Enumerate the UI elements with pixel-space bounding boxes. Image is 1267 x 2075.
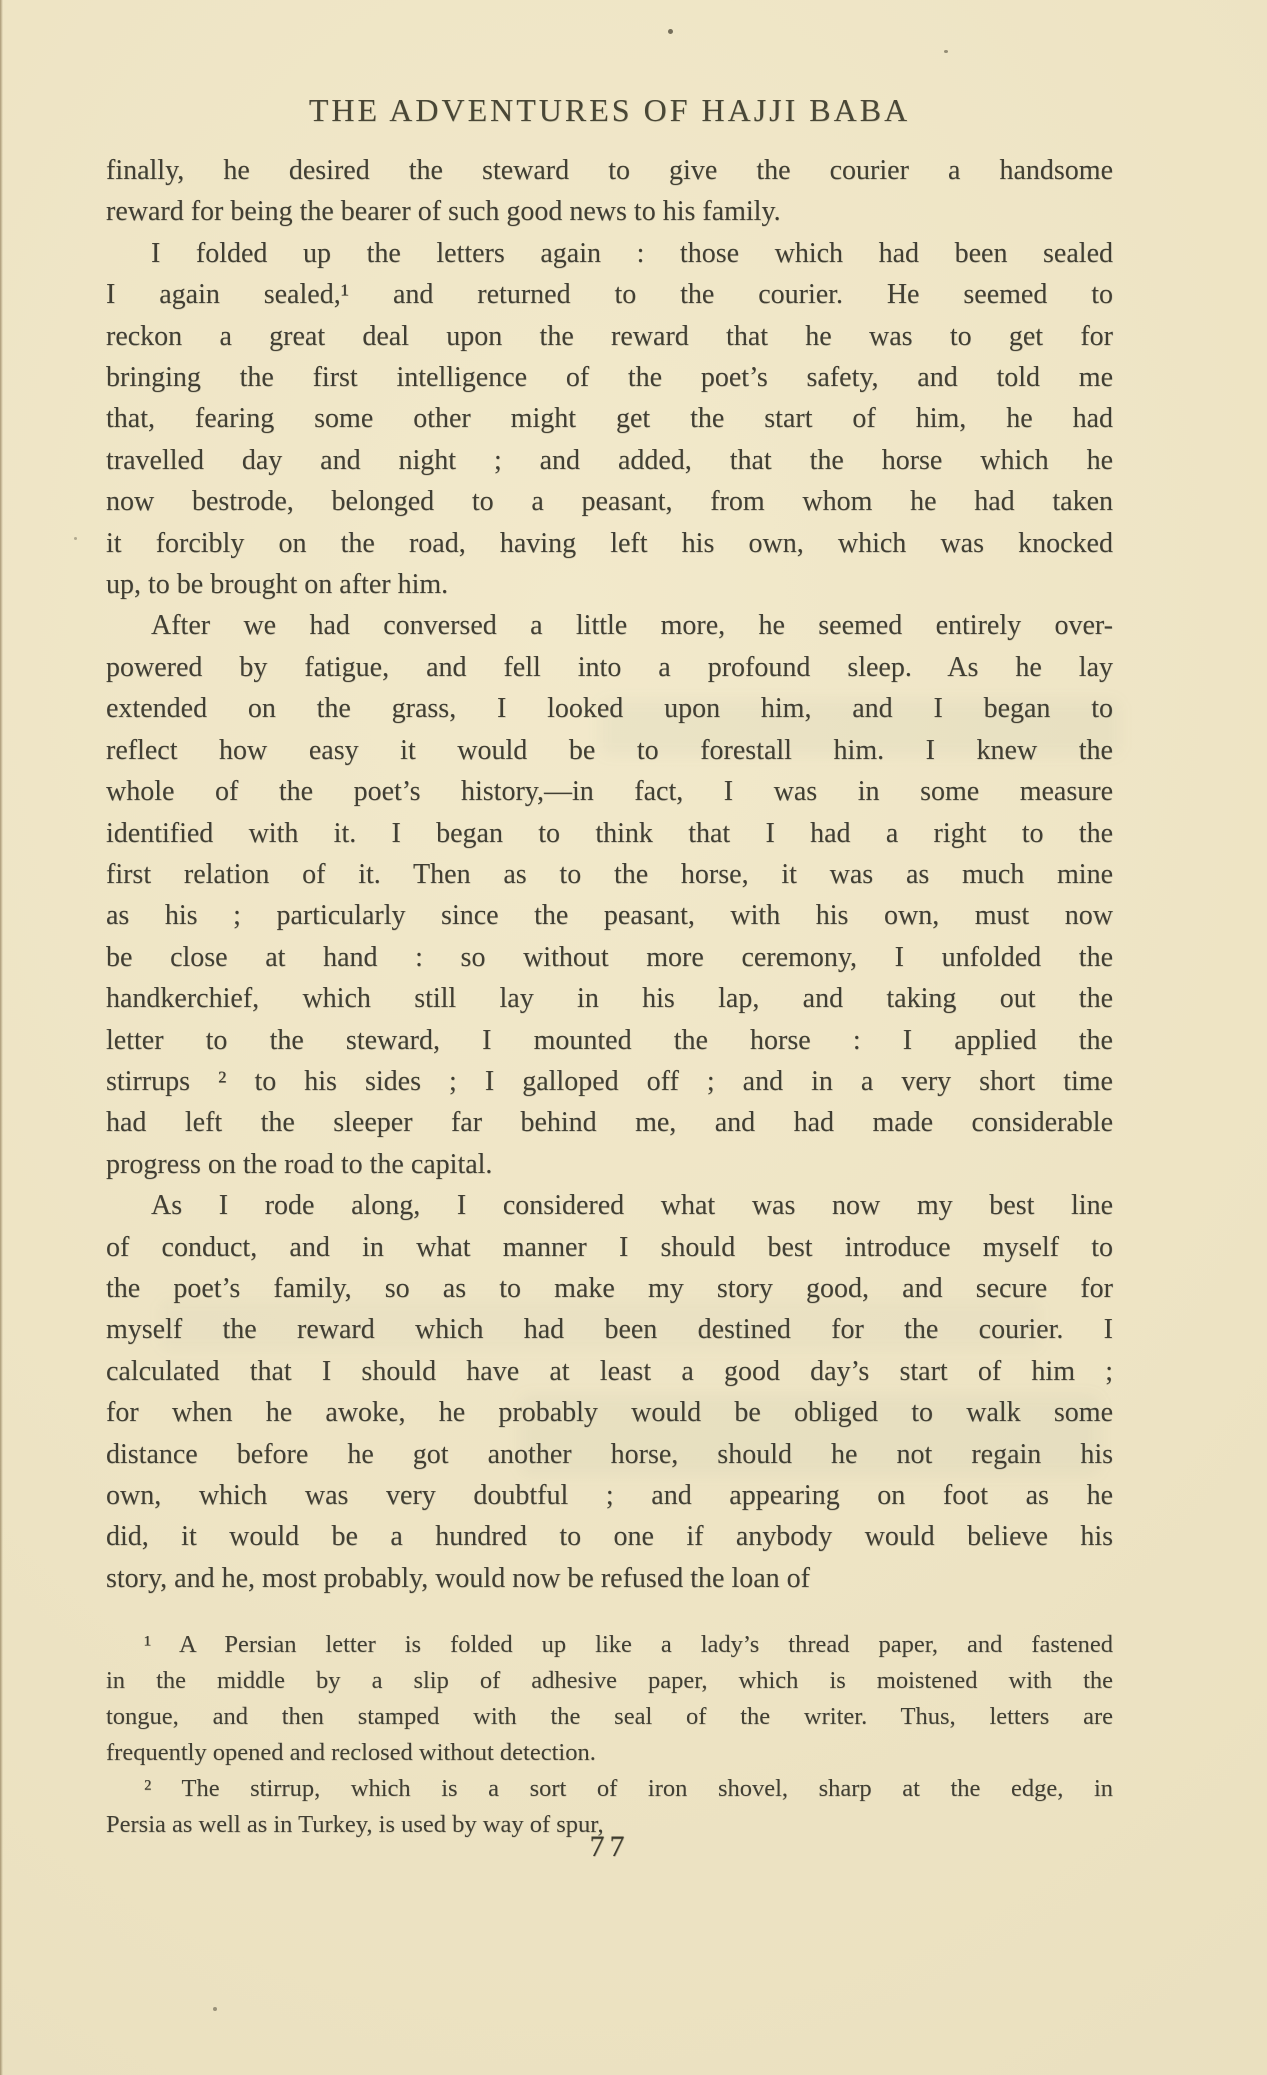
paragraph [106, 233, 1113, 606]
text-line: story, and he, most probably, would now be refused the loan of [106, 1562, 810, 1594]
text-line: As I rode along, I considered what was now my best line [151, 1190, 1113, 1222]
text-line: finally, he desired the steward to give the courier a handsome [106, 155, 1113, 186]
text-line: had left the sleeper far behind me, and had made considerable [106, 1107, 1113, 1139]
text-line: that, fearing some other might get the start of him, he had [106, 403, 1113, 435]
body-text [106, 150, 1113, 1599]
text-line: reward for being the bearer of such good news to his family. [106, 196, 781, 228]
footnote [106, 1627, 1113, 1771]
text-line: of conduct, and in what manner I should best introduce myself to [106, 1231, 1113, 1263]
text-line: ² The stirrup, which is a sort of iron shovel, sharp at the edge, in [144, 1775, 1113, 1802]
text-line: Persia as well as in Turkey, is used by way of spur, [106, 1811, 604, 1838]
text-line: ¹ A Persian letter is folded up like a lady’s thread paper, and fastened [144, 1631, 1113, 1658]
page-number: 77 [589, 1830, 630, 1863]
text-line: powered by fatigue, and fell into a profound sleep. As he lay [106, 651, 1113, 683]
text-line: reflect how easy it would be to forestall him. I knew the [106, 734, 1113, 766]
scan-left-edge [0, 0, 3, 2075]
text-line: I again sealed,¹ and returned to the courier. He seemed to [106, 279, 1113, 311]
running-header: THE ADVENTURES OF HAJJI BABA [308, 92, 911, 128]
text-line: frequently opened and reclosed without detection. [106, 1739, 596, 1766]
text-line: own, which was very doubtful ; and appearing on foot as he [106, 1480, 1113, 1511]
text-line: extended on the grass, I looked upon him, and I began to [106, 693, 1113, 725]
text-line: I folded up the letters again : those which had been sealed [151, 237, 1113, 269]
text-line: After we had conversed a little more, he seemed entirely over- [151, 610, 1113, 642]
text-line: first relation of it. Then as to the horse, it was as much mine [106, 858, 1113, 890]
text-line: handkerchief, which still lay in his lap, and taking out the [106, 983, 1113, 1015]
text-line: bringing the first intelligence of the poet’s safety, and told me [106, 362, 1113, 394]
text-line: the poet’s family, so as to make my story good, and secure for [106, 1272, 1113, 1304]
text-line: travelled day and night ; and added, that the horse which he [106, 444, 1113, 476]
text-line: whole of the poet’s history,—in fact, I was in some measure [106, 776, 1113, 808]
text-line: for when he awoke, he probably would be obliged to walk some [106, 1397, 1113, 1429]
scan-speck [668, 29, 673, 34]
scan-speck [213, 2007, 217, 2011]
scan-speck [944, 50, 948, 53]
text-line: as his ; particularly since the peasant, with his own, must now [106, 900, 1113, 932]
paragraph [106, 150, 1113, 233]
text-line: identified with it. I began to think that I had a right to the [106, 817, 1113, 849]
text-line: reckon a great deal upon the reward that he was to get for [106, 320, 1113, 352]
text-line: calculated that I should have at least a good day’s start of him ; [106, 1355, 1113, 1387]
text-line: be close at hand : so without more ceremony, I unfolded the [106, 941, 1113, 973]
scan-speck [74, 537, 77, 540]
text-line: in the middle by a slip of adhesive paper, which is moistened with the [106, 1667, 1113, 1694]
text-line: stirrups ² to his sides ; I galloped off ; and in a very short time [106, 1065, 1113, 1097]
paragraph [106, 605, 1113, 1185]
text-line: tongue, and then stamped with the seal of the writer. Thus, letters are [106, 1703, 1113, 1730]
text-line: now bestrode, belonged to a peasant, from whom he had taken [106, 486, 1113, 518]
text-line: distance before he got another horse, should he not regain his [106, 1438, 1113, 1470]
text-line: myself the reward which had been destined for the courier. I [106, 1314, 1113, 1346]
text-line: up, to be brought on after him. [106, 569, 449, 601]
text-line: progress on the road to the capital. [106, 1148, 493, 1180]
footnotes [106, 1627, 1113, 1843]
text-line: did, it would be a hundred to one if anybody would believe his [106, 1521, 1113, 1553]
text-line: it forcibly on the road, having left his own, which was knocked [106, 527, 1113, 559]
text-line: letter to the steward, I mounted the horse : I applied the [106, 1024, 1113, 1056]
paragraph [106, 1185, 1113, 1599]
